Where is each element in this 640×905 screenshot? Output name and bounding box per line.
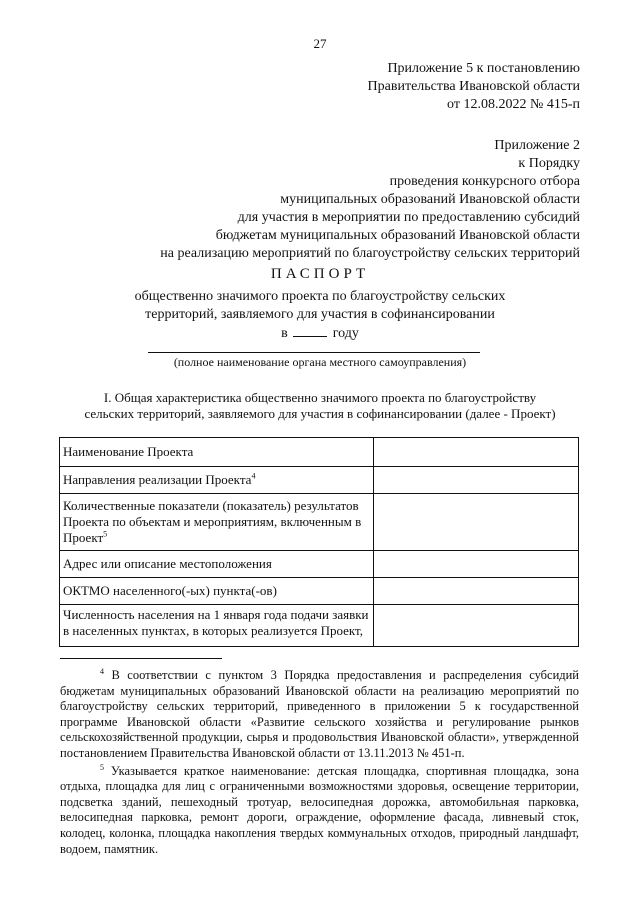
table-cell-label: Направления реализации Проекта$^4$ (60, 467, 374, 494)
authority-fill-line[interactable] (148, 352, 480, 353)
year-blank-field[interactable] (293, 324, 327, 337)
table-row (60, 438, 579, 467)
footnote-5: $^5$ Указывается краткое наименование: детская площадка, спортивная площадка, зона отдыха, площадка для лиц с ограниченными возможностями здоровья, освещение территории, подсветка зданий, пешеходный тротуар, велосипедная дорожка, автомобильная парковка, велосипедная парковка, ремонт дороги, ограждение, оформление фасада, ливневый сток, колодец, колонка, площадка накопления твердых коммунальных отходов, природный ландшафт, водоем, памятник. (60, 762, 579, 856)
table-cell-label: Численность населения на 1 января года подачи заявки в населенных пунктах, в которых реализуется Проект, (60, 605, 374, 647)
table-row (60, 467, 579, 494)
table-row (60, 551, 579, 578)
passport-subtitle (0, 288, 640, 343)
footnote-mark: 4 (100, 666, 104, 676)
footnote-ref: 4 (251, 471, 256, 481)
appendix-2-line: для участия в мероприятии по предоставлению субсидий (237, 210, 580, 225)
appendix-5-line: Приложение 5 к постановлению (387, 61, 580, 76)
table-cell-value[interactable] (374, 578, 579, 605)
footnote-divider (60, 658, 222, 659)
table-row (60, 578, 579, 605)
table-cell-value[interactable] (374, 605, 579, 647)
appendix-5-line: Правительства Ивановской области (367, 79, 580, 94)
table-cell-label: Адрес или описание местоположения (60, 551, 374, 578)
appendix-2-line: на реализацию мероприятий по благоустройству сельских территорий (160, 246, 580, 261)
year-prefix: в (281, 326, 288, 341)
appendix-2-line: бюджетам муниципальных образований Ивановской области (215, 228, 580, 243)
section-heading-line-2: сельских территорий, заявляемого для участия в софинансировании (далее - Проект) (84, 406, 556, 421)
appendix-2-header (60, 137, 580, 263)
table-cell-value[interactable] (374, 494, 579, 551)
passport-title: ПАСПОРТ (270, 266, 370, 282)
table-cell-value[interactable] (374, 551, 579, 578)
appendix-2-line: муниципальных образований Ивановской области (280, 192, 580, 207)
table-cell-value[interactable] (374, 438, 579, 467)
footnote-ref: 5 (103, 529, 108, 539)
table-row (60, 605, 579, 647)
table-cell-label: ОКТМО населенного(-ых) пункта(-ов) (60, 578, 374, 605)
section-heading (0, 390, 640, 422)
footnote-4: $^4$ В соответствии с пунктом 3 Порядка предоставления и распределения субсидий бюджетам муниципальных образований Ивановской области на реализацию мероприятий по благоустройству сельских территорий, приведенного в приложении 5 к государственной программе Ивановской области «Развитие сельского хозяйства и регулирование рынков сельскохозяйственной продукции, сырья и продовольствия Ивановской области», утвержденной постановлением Правительства Ивановской области от 13.11.2013 № 451-п. (60, 666, 579, 760)
appendix-5-header (60, 60, 580, 114)
footnote-mark: 5 (100, 762, 104, 772)
passport-year-line (0, 324, 640, 343)
authority-caption: (полное наименование органа местного самоуправления) (173, 355, 467, 369)
section-heading-line-1: I. Общая характеристика общественно значимого проекта по благоустройству (103, 390, 537, 405)
appendix-2-line: к Порядку (518, 156, 580, 171)
project-characteristics-table (59, 437, 579, 647)
year-suffix: году (332, 326, 359, 341)
page-number: 27 (313, 36, 327, 51)
passport-subtitle-line-2: территорий, заявляемого для участия в софинансировании (145, 307, 495, 322)
table-cell-label: Наименование Проекта (60, 438, 374, 467)
table-cell-value[interactable] (374, 467, 579, 494)
passport-subtitle-line-1: общественно значимого проекта по благоустройству сельских (134, 289, 506, 304)
appendix-2-line: проведения конкурсного отбора (389, 174, 580, 189)
table-row (60, 494, 579, 551)
footnotes (60, 668, 579, 857)
table-cell-label: Количественные показатели (показатель) результатов Проекта по объектам и мероприятиям, включенным в Проект$^5$ (60, 494, 374, 551)
appendix-2-line: Приложение 2 (494, 138, 580, 153)
appendix-5-line: от 12.08.2022 № 415-п (447, 97, 580, 112)
